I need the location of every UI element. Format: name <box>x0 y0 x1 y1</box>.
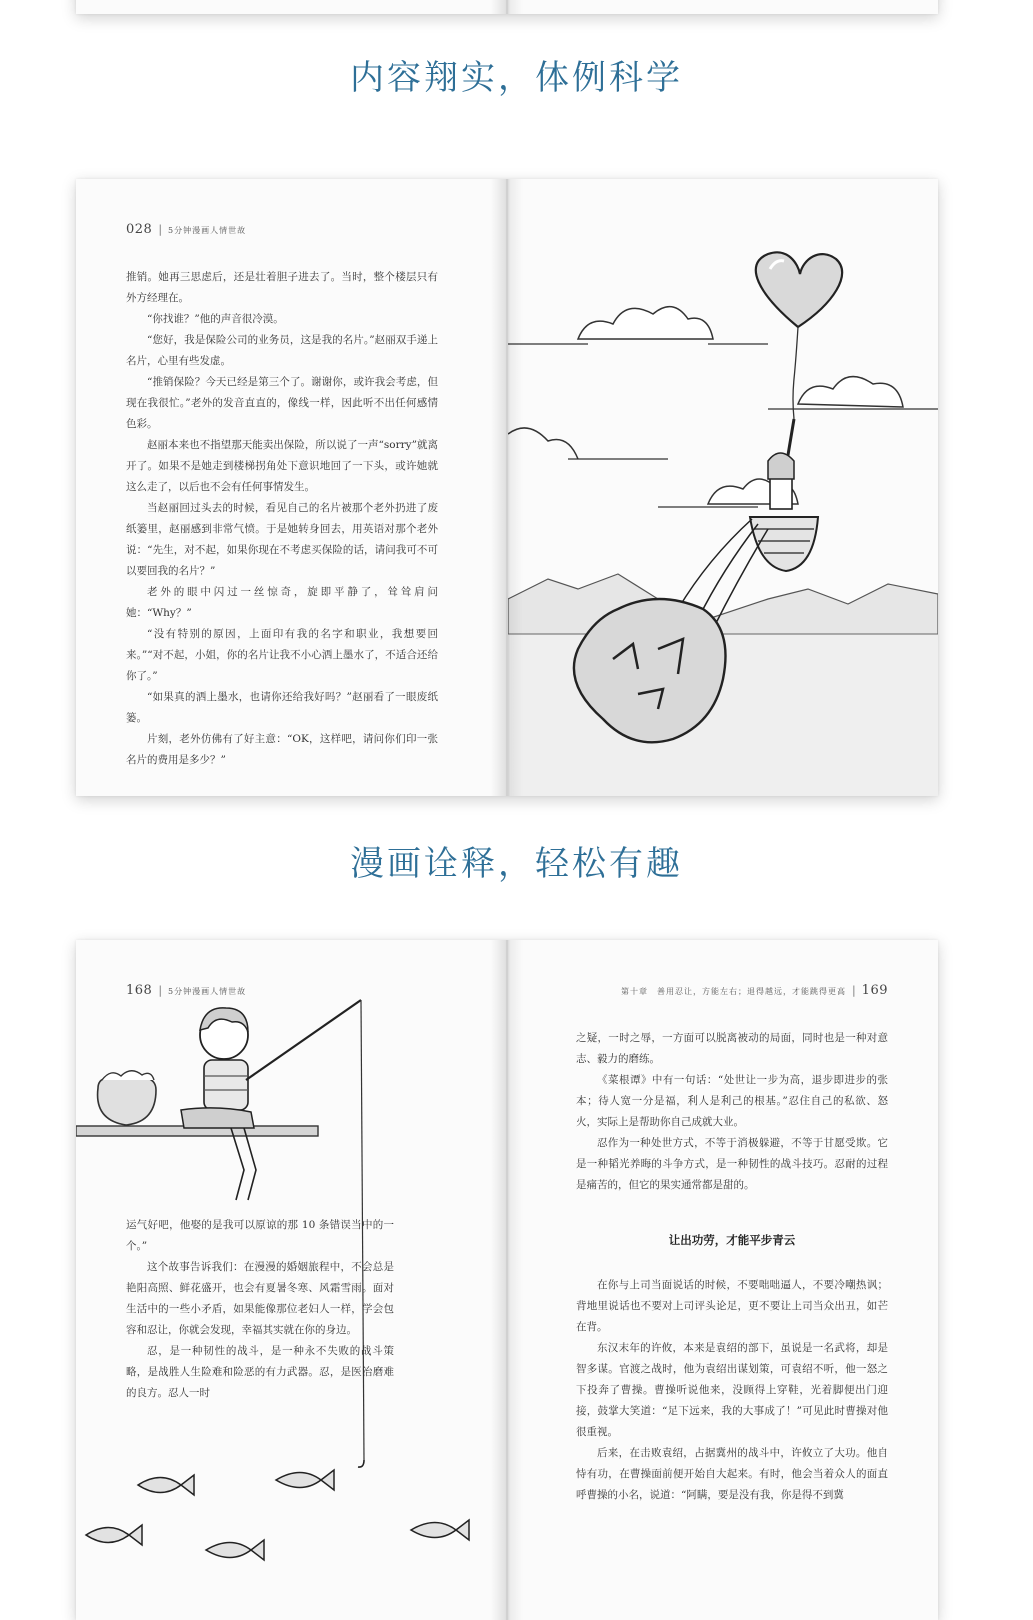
fishing-rod <box>246 1000 361 1080</box>
left-page <box>76 179 506 796</box>
page-body-text <box>576 1028 888 1506</box>
page-header: 168 | 5分钟漫画人情世故 <box>126 983 247 998</box>
paragraph: 赵丽本来也不指望那天能卖出保险，所以说了一声“sorry”就离开了。如果不是她走到楼梯拐角处下意识地回了一下头，或许她就这么走了，以后也不会有任何事情发生。 <box>126 439 438 493</box>
cloud <box>798 377 903 407</box>
paragraph: “如果真的洒上墨水，也请你还给我好吗？”赵丽看了一眼废纸篓。 <box>126 691 438 724</box>
book-gutter <box>491 0 523 14</box>
paragraph: 老外的眼中闪过一丝惊奇，旋即平静了，耸耸肩问她：“Why？” <box>126 586 438 619</box>
right-page <box>508 179 938 796</box>
section-title: 让出功劳，才能平步青云 <box>668 1233 796 1247</box>
book-spread-2 <box>76 940 938 1620</box>
paragraph: 片刻，老外仿佛有了好主意：“OK，这样吧，请问你们印一张名片的费用是多少？” <box>126 733 438 766</box>
page-number: 169 <box>861 983 888 998</box>
right-page <box>508 0 938 14</box>
girl-figure <box>768 419 794 509</box>
page-number: 028 <box>126 222 153 237</box>
paragraph: “没有特别的原因，上面印有我的名字和职业，我想要回来。”“对不起，小姐，你的名片让我不小心洒上墨水了，不适合还给你了。” <box>126 628 438 682</box>
book-gutter <box>491 940 523 1620</box>
paragraph: 忍，是一种韧性的战斗，是一种永不失败的战斗策略，是战胜人生险难和险恶的有力武器。忍，是医治磨难的良方。忍人一时 <box>126 1345 394 1399</box>
basket <box>750 517 818 571</box>
heart-balloon <box>756 252 842 327</box>
balloon-basket-illustration <box>508 179 938 796</box>
paragraph: 东汉末年的许攸，本来是袁绍的部下，虽说是一名武将，却是智多谋。官渡之战时，他为袁绍出谋划策，可袁绍不听，他一怒之下投奔了曹操。曹操听说他来，没顾得上穿鞋，光着脚便出门迎接，鼓掌大笑道：“足下远来，我的大事成了！”可见此时曹操对他很重视。 <box>576 1342 888 1438</box>
left-page <box>76 940 506 1620</box>
section-heading-2: 漫画诠释，轻松有趣 <box>350 844 683 884</box>
page-body-text <box>126 267 438 771</box>
paragraph: 当赵丽回过头去的时候，看见自己的名片被那个老外扔进了废纸篓里，赵丽感到非常气愤。于是她转身回去，用英语对那个老外说：“先生，对不起，如果你现在不考虑买保险的话，请问我可不可以要回我的名片？” <box>126 502 438 577</box>
boy-figure <box>181 1008 256 1200</box>
cloud <box>578 307 713 339</box>
book-spread-1 <box>76 179 938 796</box>
running-head: 5分钟漫画人情世故 <box>168 226 247 235</box>
paragraph: 这个故事告诉我们：在漫漫的婚姻旅程中，不会总是艳阳高照、鲜花盛开，也会有夏暑冬寒、风霜雪雨。面对生活中的一些小矛盾，如果能像那位老妇人一样，学会包容和忍让，你就会发现，幸福其实就在你的身边。 <box>126 1261 394 1336</box>
right-page <box>508 940 938 1620</box>
book-gutter <box>491 179 523 796</box>
paragraph: 忍作为一种处世方式，不等于消极躲避，不等于甘愿受欺。它是一种韬光养晦的斗争方式，是一种韧性的战斗技巧。忍耐的过程是痛苦的，但它的果实通常都是甜的。 <box>576 1137 888 1191</box>
page-body-text <box>126 1215 394 1404</box>
paragraph: 之疑，一时之辱，一方面可以脱离被动的局面，同时也是一种对意志、毅力的磨练。 <box>576 1032 888 1065</box>
paragraph: 在你与上司当面说话的时候，不要咄咄逼人，不要冷嘲热讽；背地里说话也不要对上司评头论足，更不要让上司当众出丑，如芒在背。 <box>576 1279 888 1333</box>
paragraph: 《菜根谭》中有一句话：“处世让一步为高，退步即进步的张本；待人宽一分是福，利人是利己的根基。”忍住自己的私欲、怒火，实际上是帮助你自己成就大业。 <box>576 1074 888 1128</box>
page-number: 168 <box>126 983 153 998</box>
running-head: 第十章 善用忍让，方能左右；退得越远，才能跳得更高 <box>620 987 846 996</box>
page-header: 028 | 5分钟漫画人情世故 <box>126 222 247 237</box>
section-heading-1: 内容翔实，体例科学 <box>350 58 683 98</box>
paragraph: “推销保险？今天已经是第三个了。谢谢你，或许我会考虑，但现在我很忙。”老外的发音直直的，像线一样，因此听不出任何感情色彩。 <box>126 376 438 430</box>
paragraph: 后来，在击败袁绍，占据冀州的战斗中，许攸立了大功。他自恃有功，在曹操面前便开始自大起来。有时，他会当着众人的面直呼曹操的小名，说道：“阿瞒，要是没有我，你是得不到冀 <box>576 1447 888 1501</box>
paragraph: “你找谁？”他的声音很冷漠。 <box>147 313 284 325</box>
paragraph: 推销。她再三思虑后，还是壮着胆子进去了。当时，整个楼层只有外方经理在。 <box>126 271 438 304</box>
page-header: 第十章 善用忍让，方能左右；退得越远，才能跳得更高 | 169 <box>620 983 888 998</box>
paragraph: 运气好吧，他娶的是我可以原谅的那 10 条错误当中的一个。” <box>126 1219 394 1252</box>
left-page <box>76 0 506 14</box>
paragraph: “您好，我是保险公司的业务员，这是我的名片。”赵丽双手递上名片，心里有些发虚。 <box>126 334 438 367</box>
fish-icon <box>86 1470 469 1560</box>
top-book-spread-partial <box>76 0 938 14</box>
running-head: 5分钟漫画人情世故 <box>168 987 247 996</box>
fishbowl-icon <box>98 1078 156 1125</box>
